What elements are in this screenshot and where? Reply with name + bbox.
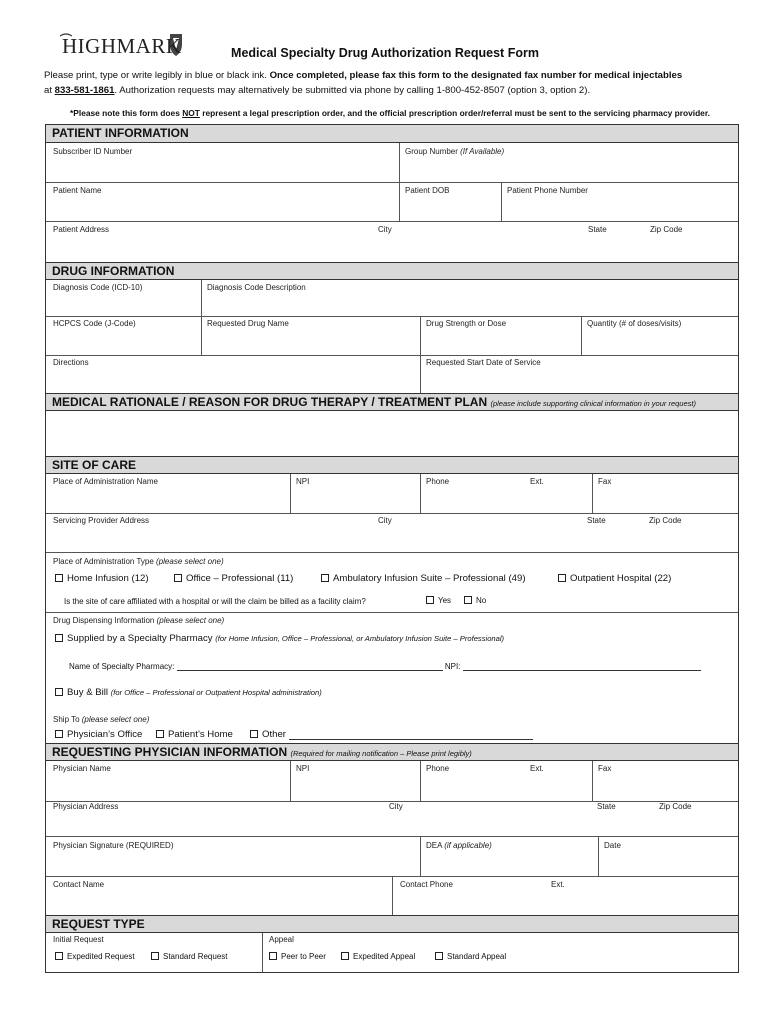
start-date-field[interactable]: Requested Start Date of Service: [426, 358, 541, 367]
checkbox-icon[interactable]: [174, 574, 182, 582]
checkbox-icon[interactable]: [269, 952, 277, 960]
patient-dob-field[interactable]: Patient DOB: [405, 186, 450, 195]
checkbox-icon[interactable]: [151, 952, 159, 960]
site-fax-field[interactable]: Fax: [598, 477, 612, 486]
contact-phone-field[interactable]: Contact Phone: [400, 880, 453, 889]
physician-state-field[interactable]: State: [597, 802, 616, 811]
request-section-header: REQUEST TYPE: [46, 915, 738, 933]
dispensing-label: Drug Dispensing Information (please select one): [53, 616, 225, 625]
intro-text-1: Please print, type or write legibly in blue or black ink.: [44, 70, 270, 81]
patient-phone-field[interactable]: Patient Phone Number: [507, 186, 588, 195]
servicing-city-field[interactable]: City: [378, 516, 392, 525]
checkbox-icon[interactable]: [156, 730, 164, 738]
option-ambulatory-infusion[interactable]: Ambulatory Infusion Suite – Professional (49): [321, 573, 526, 584]
logo-text: HIGHMARK: [62, 34, 182, 58]
appeal-label: Appeal: [269, 935, 294, 944]
physician-npi-field[interactable]: NPI: [296, 764, 310, 773]
option-outpatient-hospital[interactable]: Outpatient Hospital (22): [558, 573, 671, 584]
patient-name-field[interactable]: Patient Name: [53, 186, 102, 195]
physician-fax-field[interactable]: Fax: [598, 764, 612, 773]
option-office-professional[interactable]: Office – Professional (11): [174, 573, 293, 584]
affiliated-no[interactable]: No: [464, 596, 486, 605]
fax-number: 833-581-1861: [54, 85, 115, 96]
site-ext-field[interactable]: Ext.: [530, 477, 544, 486]
rationale-note: (please include supporting clinical information in your request): [490, 399, 696, 408]
hcpcs-code-field[interactable]: HCPCS Code (J-Code): [53, 319, 136, 328]
checkbox-icon[interactable]: [426, 596, 434, 604]
checkbox-icon[interactable]: [435, 952, 443, 960]
patient-section-header: PATIENT INFORMATION: [46, 125, 738, 143]
instructions: [44, 68, 734, 98]
site-section-header: SITE OF CARE: [46, 456, 738, 474]
site-phone-field[interactable]: Phone: [426, 477, 450, 486]
diagnosis-desc-field[interactable]: Diagnosis Code Description: [207, 283, 306, 292]
servicing-state-field[interactable]: State: [587, 516, 606, 525]
checkbox-icon[interactable]: [341, 952, 349, 960]
ship-other[interactable]: Other: [250, 729, 533, 740]
checkbox-icon[interactable]: [321, 574, 329, 582]
checkbox-icon[interactable]: [55, 634, 63, 642]
place-type-label: [53, 557, 224, 566]
patient-state-field[interactable]: State: [588, 225, 607, 234]
rationale-text-area[interactable]: [46, 412, 738, 455]
diagnosis-code-field[interactable]: Diagnosis Code (ICD-10): [53, 283, 143, 292]
group-number-note: (If Available): [460, 147, 505, 156]
expedited-request-option[interactable]: Expedited Request: [55, 952, 135, 961]
option-buy-and-bill[interactable]: Buy & Bill (for Office – Professional or Outpatient Hospital administration): [55, 687, 322, 698]
option-specialty-pharmacy[interactable]: Supplied by a Specialty Pharmacy (for Home Infusion, Office – Professional, or Ambulatory Infusion Suite – Professional): [55, 633, 504, 644]
requested-drug-field[interactable]: Requested Drug Name: [207, 319, 289, 328]
quantity-field[interactable]: Quantity (# of doses/visits): [587, 319, 682, 328]
signature-date-field[interactable]: Date: [604, 841, 621, 850]
place-type-text: Place of Administration Type: [53, 557, 157, 566]
ship-physician-office[interactable]: Physician’s Office: [55, 729, 142, 740]
place-type-select-note: (please select one): [156, 557, 224, 566]
checkbox-icon[interactable]: [464, 596, 472, 604]
initial-request-label: Initial Request: [53, 935, 104, 944]
group-number-label: Group Number: [405, 147, 461, 156]
expedited-appeal-option[interactable]: Expedited Appeal: [341, 952, 415, 961]
group-number-field[interactable]: [405, 147, 504, 156]
checkbox-icon[interactable]: [250, 730, 258, 738]
physician-name-field[interactable]: Physician Name: [53, 764, 111, 773]
note-text-b: represent a legal prescription order, and the official prescription order/referral must be sent to the servicing pharmacy provider.: [199, 108, 710, 118]
physician-signature-field[interactable]: Physician Signature (REQUIRED): [53, 841, 174, 850]
option-home-infusion[interactable]: Home Infusion (12): [55, 573, 149, 584]
ship-patient-home[interactable]: Patient’s Home: [156, 729, 233, 740]
ship-to-label: Ship To (please select one): [53, 715, 150, 724]
contact-name-field[interactable]: Contact Name: [53, 880, 105, 889]
physician-note: (Required for mailing notification – Please print legibly): [290, 749, 472, 758]
servicing-zip-field[interactable]: Zip Code: [649, 516, 682, 525]
note-not: NOT: [182, 108, 200, 118]
affiliated-yes[interactable]: Yes: [426, 596, 451, 605]
standard-appeal-option[interactable]: Standard Appeal: [435, 952, 506, 961]
physician-city-field[interactable]: City: [389, 802, 403, 811]
patient-address-field[interactable]: Patient Address: [53, 225, 110, 234]
patient-city-field[interactable]: City: [378, 225, 392, 234]
note-text-a: *Please note this form does: [70, 108, 183, 118]
directions-field[interactable]: Directions: [53, 358, 89, 367]
intro-text-2b: . Authorization requests may alternatively be submitted via phone by calling 1-800-452-8507 (option 3, option 2).: [114, 85, 591, 96]
physician-zip-field[interactable]: Zip Code: [659, 802, 692, 811]
place-name-field[interactable]: Place of Administration Name: [53, 477, 158, 486]
rationale-heading: MEDICAL RATIONALE / REASON FOR DRUG THERAPY / TREATMENT PLAN: [52, 395, 491, 409]
site-npi-field[interactable]: NPI: [296, 477, 310, 486]
checkbox-icon[interactable]: [55, 952, 63, 960]
checkbox-icon[interactable]: [558, 574, 566, 582]
intro-text-bold: Once completed, please fax this form to the designated fax number for medical injectables: [269, 70, 683, 81]
contact-ext-field[interactable]: Ext.: [551, 880, 565, 889]
servicing-address-field[interactable]: Servicing Provider Address: [53, 516, 150, 525]
subscriber-id-field[interactable]: Subscriber ID Number: [53, 147, 133, 156]
physician-ext-field[interactable]: Ext.: [530, 764, 544, 773]
physician-address-field[interactable]: Physician Address: [53, 802, 119, 811]
affiliated-question: Is the site of care affiliated with a hospital or will the claim be billed as a facility claim?: [64, 597, 366, 606]
physician-heading: REQUESTING PHYSICIAN INFORMATION: [52, 745, 291, 759]
dea-field[interactable]: DEA (if applicable): [426, 841, 492, 850]
authorization-form: [45, 124, 739, 973]
checkbox-icon[interactable]: [55, 574, 63, 582]
form-title: Medical Specialty Drug Authorization Request Form: [231, 46, 539, 60]
physician-phone-field[interactable]: Phone: [426, 764, 450, 773]
intro-text-2a: at: [44, 85, 55, 96]
drug-strength-field[interactable]: Drug Strength or Dose: [426, 319, 507, 328]
patient-zip-field[interactable]: Zip Code: [650, 225, 683, 234]
physician-section-header: [46, 743, 738, 761]
peer-to-peer-option[interactable]: Peer to Peer: [269, 952, 326, 961]
rationale-section-header: [46, 393, 738, 411]
legal-note: [40, 108, 740, 118]
standard-request-option[interactable]: Standard Request: [151, 952, 228, 961]
drug-section-header: DRUG INFORMATION: [46, 262, 738, 280]
checkbox-icon[interactable]: [55, 688, 63, 696]
checkbox-icon[interactable]: [55, 730, 63, 738]
pharmacy-name-line[interactable]: Name of Specialty Pharmacy: NPI:: [69, 662, 701, 671]
